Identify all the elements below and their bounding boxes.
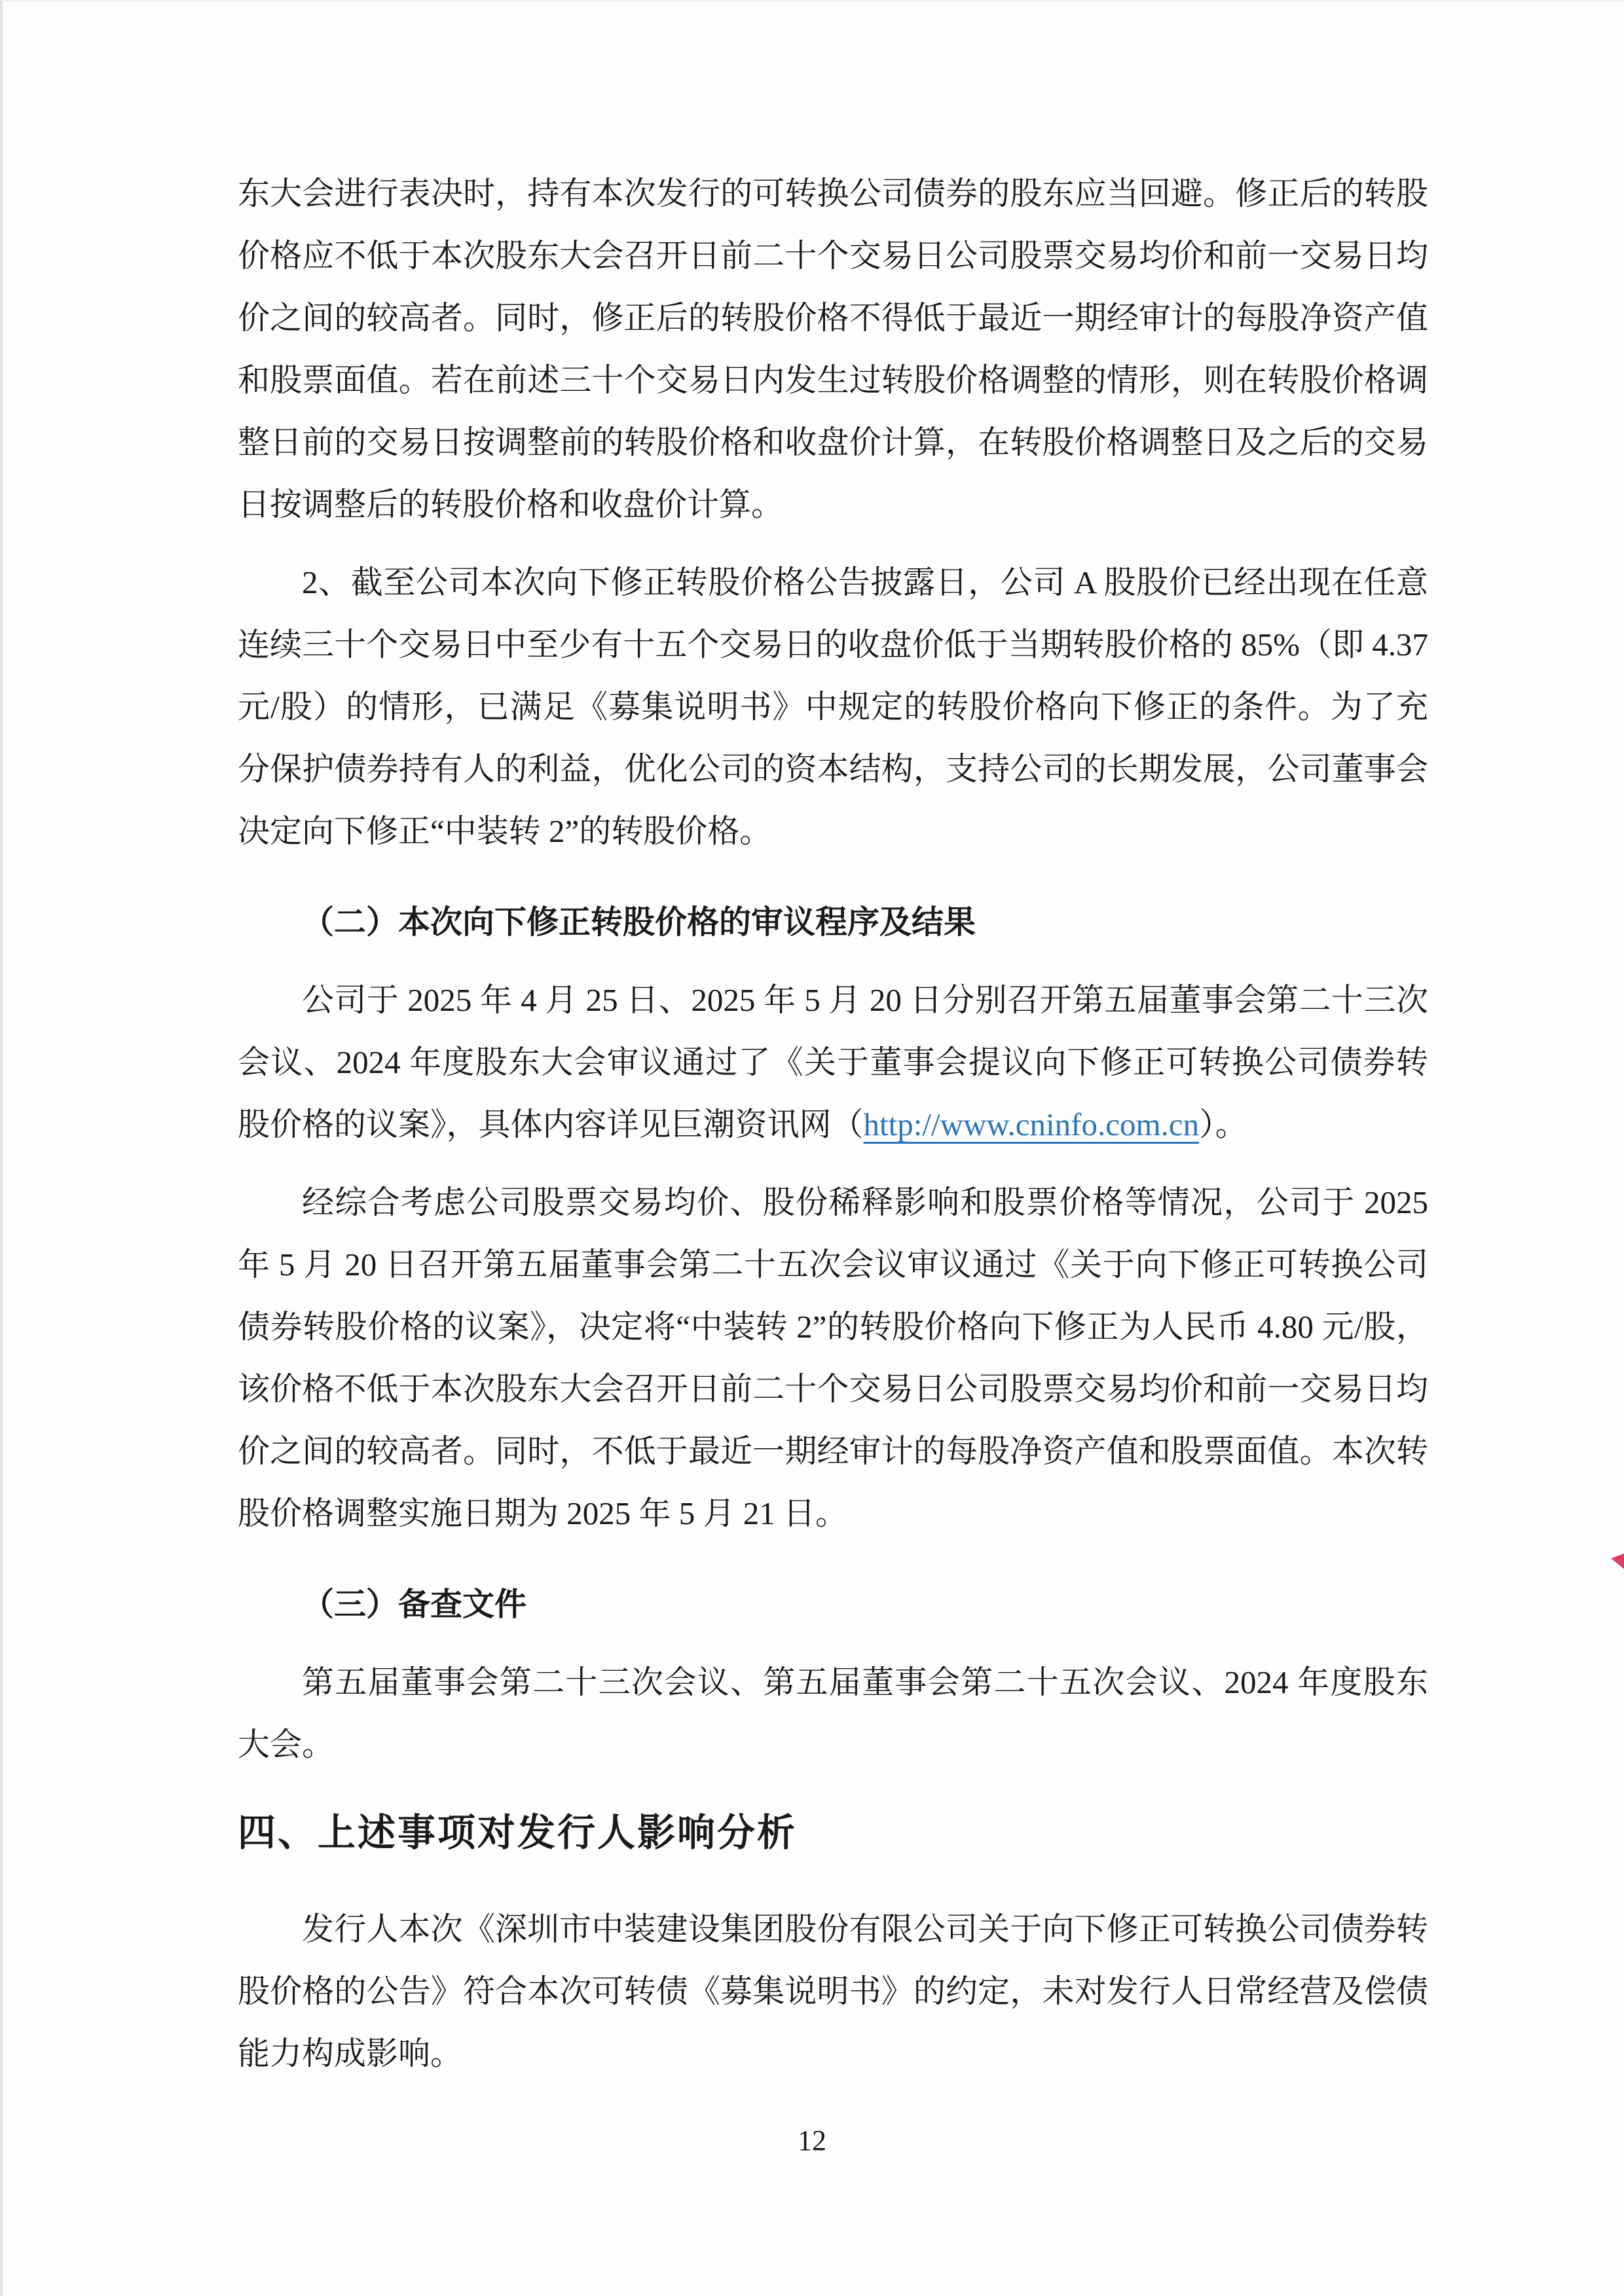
paragraph-board-meetings bbox=[238, 969, 1428, 1156]
paragraph-board-meetings-tail: ）。 bbox=[1199, 1106, 1247, 1142]
heading-section-2-review-procedure: （二）本次向下修正转股价格的审议程序及结果 bbox=[302, 904, 976, 940]
red-annotation-mark bbox=[1610, 1549, 1624, 1571]
document-body bbox=[238, 162, 1428, 2085]
paragraph-impact-statement: 发行人本次《深圳市中装建设集团股份有限公司关于向下修正可转换公司债券转股价格的公告》符合本次可转债《募集说明书》的约定，未对发行人日常经营及偿债能力构成影响。 bbox=[238, 1911, 1428, 2071]
cninfo-link[interactable]: http://www.cninfo.com.cn bbox=[863, 1106, 1200, 1142]
paragraph-reference-documents-list: 第五届董事会第二十三次会议、第五届董事会第二十五次会议、2024 年度股东大会。 bbox=[238, 1664, 1428, 1762]
heading-section-3-reference-documents: （三）备查文件 bbox=[302, 1586, 527, 1622]
paragraph-continued-voting-rules: 东大会进行表决时，持有本次发行的可转换公司债券的股东应当回避。修正后的转股价格应不低于本次股东大会召开日前二十个交易日公司股票交易均价和前一交易日均价之间的较高者。同时，修正后的转股价格不得低于最近一期经审计的每股净资产值和股票面值。若在前述三十个交易日内发生过转股价格调整的情形，则在转股价格调整日前的交易日按调整前的转股价格和收盘价计算，在转股价格调整日及之后的交易日按调整后的转股价格和收盘价计算。 bbox=[238, 175, 1428, 522]
paragraph-board-meetings-text: 公司于 2025 年 4 月 25 日、2025 年 5 月 20 日分别召开第五届董事会第二十三次会议、2024 年度股东大会审议通过了《关于董事会提议向下修正可转换公司债券转股价格的议案》，具体内容详见巨潮资讯网（ bbox=[238, 982, 1428, 1142]
scan-edge-left bbox=[0, 0, 3, 2296]
paragraph-item2-trigger-condition: 2、截至公司本次向下修正转股价格公告披露日，公司 A 股股价已经出现在任意连续三十个交易日中至少有十五个交易日的收盘价低于当期转股价格的 85%（即 4.37 元/股）的情形，已满足《募集说明书》中规定的转股价格向下修正的条件。为了充分保护债券持有人的利益，优化公司的资本结构，支持公司的长期发展，公司董事会决定向下修正“中装转 2”的转股价格。 bbox=[238, 564, 1428, 849]
heading-section-4-impact-analysis: 四、上述事项对发行人影响分析 bbox=[238, 1812, 798, 1854]
paragraph-revised-price-decision: 经综合考虑公司股票交易均价、股份稀释影响和股票价格等情况，公司于 2025 年 5 月 20 日召开第五届董事会第二十五次会议审议通过《关于向下修正可转换公司债券转股价格的议案》，决定将“中装转 2”的转股价格向下修正为人民币 4.80 元/股，该价格不低于本次股东大会召开日前二十个交易日公司股票交易均价和前一交易日均价之间的较高者。同时，不低于最近一期经审计的每股净资产值和股票面值。本次转股价格调整实施日期为 2025 年 5 月 21 日。 bbox=[238, 1184, 1428, 1531]
page-number: 12 bbox=[798, 2124, 826, 2157]
scan-edge-top bbox=[0, 0, 1624, 1]
